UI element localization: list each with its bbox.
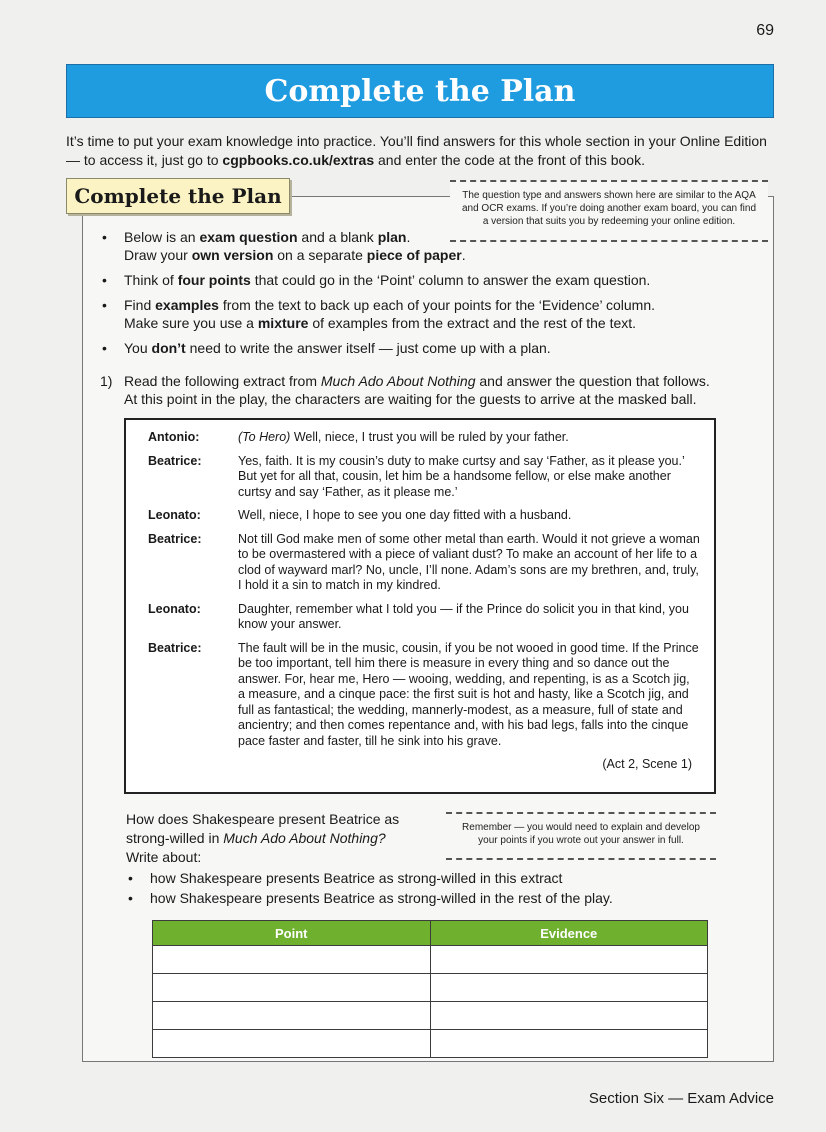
section-title: Complete the Plan [74, 184, 282, 208]
point-column-header: Point [153, 921, 431, 946]
extract-line [148, 430, 700, 446]
instruction-item [100, 271, 760, 289]
exam-question [126, 810, 426, 867]
act-scene-reference: (Act 2, Scene 1) [602, 757, 692, 771]
play-extract [124, 418, 716, 794]
plan-table [152, 920, 708, 1058]
text: of examples from the extract and the rest of the text. [308, 315, 637, 331]
instruction-item [100, 296, 760, 332]
speech-text: The fault will be in the music, cousin, if you be not wooed in good time. If the Prince be too important, tell him there is measure in every thing and so dance out the answer. For, hear me, Hero — wooing, wedding, and repenting, is as a Scotch jig, a measure, and a cinque pace: the first suit is hot and hasty, like a Scotch jig, and full as fantastical; the wedding, mannerly-modest, as a measure, full of state and ancientry; and then comes repentance and, with his bad legs, falls into the cinque pace faster and faster, till he sink into his grave. [238, 640, 699, 748]
speech [238, 430, 700, 446]
play-title: Much Ado About Nothing [320, 373, 476, 389]
text-bold: exam question [199, 229, 298, 245]
write-about-item: • how Shakespeare presents Beatrice as strong-willed in the rest of the play. [126, 888, 726, 908]
stage-direction: (To Hero) [238, 430, 291, 444]
question-number: 1) [100, 373, 113, 389]
text: Read the following extract from [124, 373, 321, 389]
intro-text-end: and enter the code at the front of this book. [374, 152, 645, 168]
section-tab [66, 178, 290, 214]
page-title-banner [66, 64, 774, 118]
text: How does Shakespeare present Beatrice as strong-willed in [126, 811, 400, 846]
table-row [153, 1002, 708, 1030]
text: and a blank [297, 229, 378, 245]
text: . [406, 229, 411, 245]
evidence-cell[interactable] [430, 1030, 708, 1058]
speech-text: Well, niece, I hope to see you one day fitted with a husband. [238, 508, 572, 522]
instruction-list [100, 228, 760, 364]
speech-text: Daughter, remember what I told you — if the Prince do solicit you in that kind, you know your answer. [238, 601, 689, 631]
instruction-item [100, 339, 760, 357]
text: and answer the question that follows. [475, 373, 710, 389]
text-bold: four points [177, 272, 251, 288]
speaker-name: Beatrice: [148, 453, 202, 468]
text-bold: own version [191, 247, 274, 263]
table-row [153, 946, 708, 974]
text-bold: mixture [257, 315, 309, 331]
speech-text: Not till God make men of some other metal than earth. Would it not grieve a woman to be overmastered with a piece of valiant dust? To make an account of her life to a clod of wayward marl? No, uncle, I’ll none. Adam’s sons are my brethren, and, truly, I hold it a sin to match in my kindred. [238, 531, 700, 592]
extract-line [148, 641, 700, 750]
speaker-name: Antonio: [148, 430, 200, 444]
speech-text: Yes, faith. It is my cousin’s duty to make curtsy and say ‘Father, as it please you.’ But yet for all that, cousin, let him be a handsome fellow, or else make another curtsy and say ‘Father, as it please me.’ [238, 453, 685, 499]
text-bold: piece of paper [366, 247, 462, 263]
speaker-name: Leonato: [148, 601, 201, 616]
text-bold: plan [377, 229, 407, 245]
text: need to write the answer itself — just come up with a plan. [185, 340, 551, 356]
evidence-cell[interactable] [430, 974, 708, 1002]
text: Draw your [124, 247, 192, 263]
point-cell[interactable] [153, 974, 431, 1002]
text: You [124, 340, 152, 356]
intro-paragraph [66, 132, 782, 170]
table-row [153, 1030, 708, 1058]
evidence-column-header: Evidence [430, 921, 708, 946]
extract-line [148, 532, 700, 594]
write-about-item: • how Shakespeare presents Beatrice as strong-willed in this extract [126, 868, 726, 888]
text: At this point in the play, the characters are waiting for the guests to arrive at the masked ball. [124, 391, 697, 407]
table-row [153, 974, 708, 1002]
text: Think of [124, 272, 178, 288]
write-about-list [126, 868, 726, 908]
reminder-note-text: Remember — you would need to explain and develop your points if you wrote out your answer in full. [462, 822, 700, 846]
page-number: 69 [756, 22, 774, 39]
speaker-name: Leonato: [148, 508, 201, 522]
exam-board-note-text: The question type and answers shown here are similar to the AQA and OCR exams. If you’re doing another exam board, you can find a version that suits you by redeeming your online edition. [461, 190, 757, 227]
text-bold: examples [155, 297, 219, 313]
point-cell[interactable] [153, 946, 431, 974]
plan-table-header [153, 921, 708, 946]
extras-link[interactable]: cgpbooks.co.uk/extras [222, 152, 375, 168]
text-bold: don’t [151, 340, 186, 356]
speaker-name: Beatrice: [148, 640, 202, 655]
point-cell[interactable] [153, 1002, 431, 1030]
page-title: Complete the Plan [264, 73, 576, 109]
text: . [461, 247, 466, 263]
text: Below is an [124, 229, 200, 245]
evidence-cell[interactable] [430, 1002, 708, 1030]
text: Write about: [126, 849, 202, 865]
text: on a separate [273, 247, 367, 263]
text: Make sure you use a [124, 315, 258, 331]
text: from the text to back up each of your points for the ‘Evidence’ column. [218, 297, 655, 313]
point-cell[interactable] [153, 1030, 431, 1058]
question-text [100, 372, 760, 408]
intro-text: It’s time to put your exam knowledge into practice. You’ll find answers for this whole section in your Online Edition — to access it, just go to [66, 133, 767, 168]
extract-line [148, 454, 700, 501]
extract-line [148, 602, 700, 633]
play-title: Much Ado About Nothing? [223, 830, 386, 846]
extract-line [148, 508, 700, 524]
text: Find [124, 297, 156, 313]
section-footer: Section Six — Exam Advice [588, 1090, 774, 1107]
question-prompt [100, 372, 760, 408]
speaker-name: Beatrice: [148, 531, 202, 546]
evidence-cell[interactable] [430, 946, 708, 974]
text: that could go in the ‘Point’ column to answer the exam question. [250, 272, 651, 288]
reminder-note [446, 812, 716, 860]
speech-text: Well, niece, I trust you will be ruled by your father. [290, 430, 569, 444]
instruction-item [100, 228, 760, 264]
